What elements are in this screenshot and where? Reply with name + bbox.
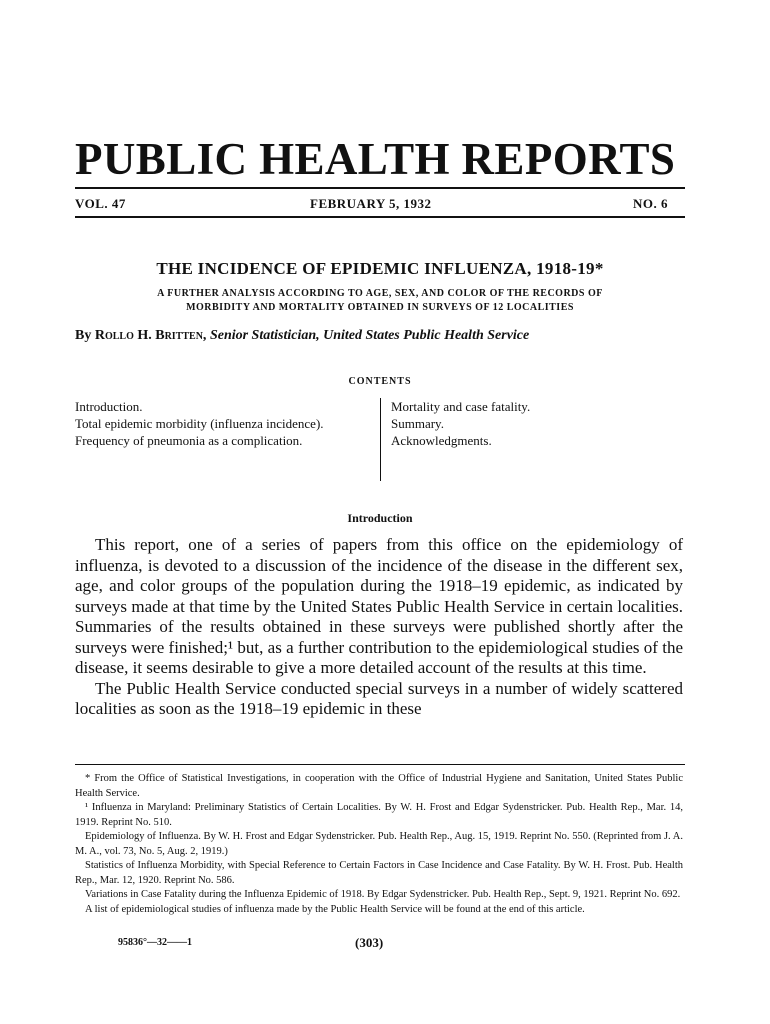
contents-divider — [380, 398, 381, 481]
masthead-rule-bottom — [75, 216, 685, 218]
issue-number: NO. 6 — [633, 196, 668, 211]
section-heading-introduction: Introduction — [347, 511, 413, 525]
contents-right-column — [391, 398, 685, 449]
author-title: Senior Statistician, United States Public Health Service — [209, 328, 530, 343]
article-subtitle — [75, 287, 685, 315]
footnote: ¹ Influenza in Maryland: Preliminary Statistics of Certain Localities. By W. H. Frost and Edgar Sydenstricker. Pub. Health Rep., Mar. 14, 1919. Reprint No. 510. — [75, 802, 683, 828]
masthead-rule-top — [75, 187, 685, 189]
toc-item: Frequency of pneumonia as a complication. — [75, 433, 303, 448]
body-paragraph: This report, one of a series of papers from this office on the epidemiology of influenza, is devoted to a discussion of the incidence of the disease in the different sex, age, and color groups of the population during the 1918–19 epidemic, as indicated by surveys made at that time by the United States Public Health Service in certain localities. Summaries of the results obtained in these surveys were published shortly after the surveys were finished;¹ but, as a further contribution to the epidemiological studies of the disease, it seems desirable to give a more detailed account of the results at this time. — [75, 535, 683, 677]
byline — [75, 327, 685, 345]
toc-item: Total epidemic morbidity (influenza incidence). — [75, 416, 324, 431]
byline-by: By — [75, 328, 92, 343]
volume-label: VOL. 47 — [75, 196, 126, 211]
author-name: Rollo H. Britten, — [94, 328, 207, 343]
printer-code: 95836°—32——1 — [118, 937, 192, 948]
footnote: Epidemiology of Influenza. By W. H. Frost and Edgar Sydenstricker. Pub. Health Rep., Aug. 15, 1919. Reprint No. 550. (Reprinted from J. A. M. A., vol. 73, No. 5, Aug. 2, 1919.) — [75, 831, 683, 857]
contents-heading: CONTENTS — [348, 376, 412, 387]
article-subtitle-line-1: A FURTHER ANALYSIS ACCORDING TO AGE, SEX, AND COLOR OF THE RECORDS OF — [157, 288, 603, 299]
footnote: * From the Office of Statistical Investigations, in cooperation with the Office of Industrial Hygiene and Sanitation, United States Public Health Service. — [75, 773, 683, 799]
toc-item: Introduction. — [75, 399, 143, 414]
footnote: A list of epidemiological studies of influenza made by the Public Health Service will be found at the end of this article. — [85, 903, 585, 915]
toc-item: Summary. — [391, 416, 444, 431]
article-subtitle-line-2: MORBIDITY AND MORTALITY OBTAINED IN SURVEYS OF 12 LOCALITIES — [186, 302, 574, 313]
footnotes — [75, 772, 683, 917]
body-paragraph: The Public Health Service conducted special surveys in a number of widely scattered localities as soon as the 1918–19 epidemic in these — [75, 678, 683, 718]
page-number: (303) — [355, 935, 384, 950]
footnote-rule — [75, 764, 685, 765]
toc-item: Mortality and case fatality. — [391, 399, 531, 414]
article-title: THE INCIDENCE OF EPIDEMIC INFLUENZA, 1918-19* — [156, 259, 604, 278]
issue-date: FEBRUARY 5, 1932 — [310, 196, 432, 211]
journal-title: PUBLIC HEALTH REPORTS — [75, 134, 676, 184]
contents-left-column — [75, 398, 371, 449]
footnote: Variations in Case Fatality during the Influenza Epidemic of 1918. By Edgar Sydenstricker. Pub. Health Rep., Sept. 9, 1921. Reprint No. 692. — [85, 889, 681, 900]
footnote: Statistics of Influenza Morbidity, with Special Reference to Certain Factors in Case Incidence and Case Fatality. By W. H. Frost. Pub. Health Rep., Mar. 12, 1920. Reprint No. 586. — [75, 860, 683, 886]
toc-item: Acknowledgments. — [391, 433, 492, 448]
introduction-body — [75, 535, 683, 720]
